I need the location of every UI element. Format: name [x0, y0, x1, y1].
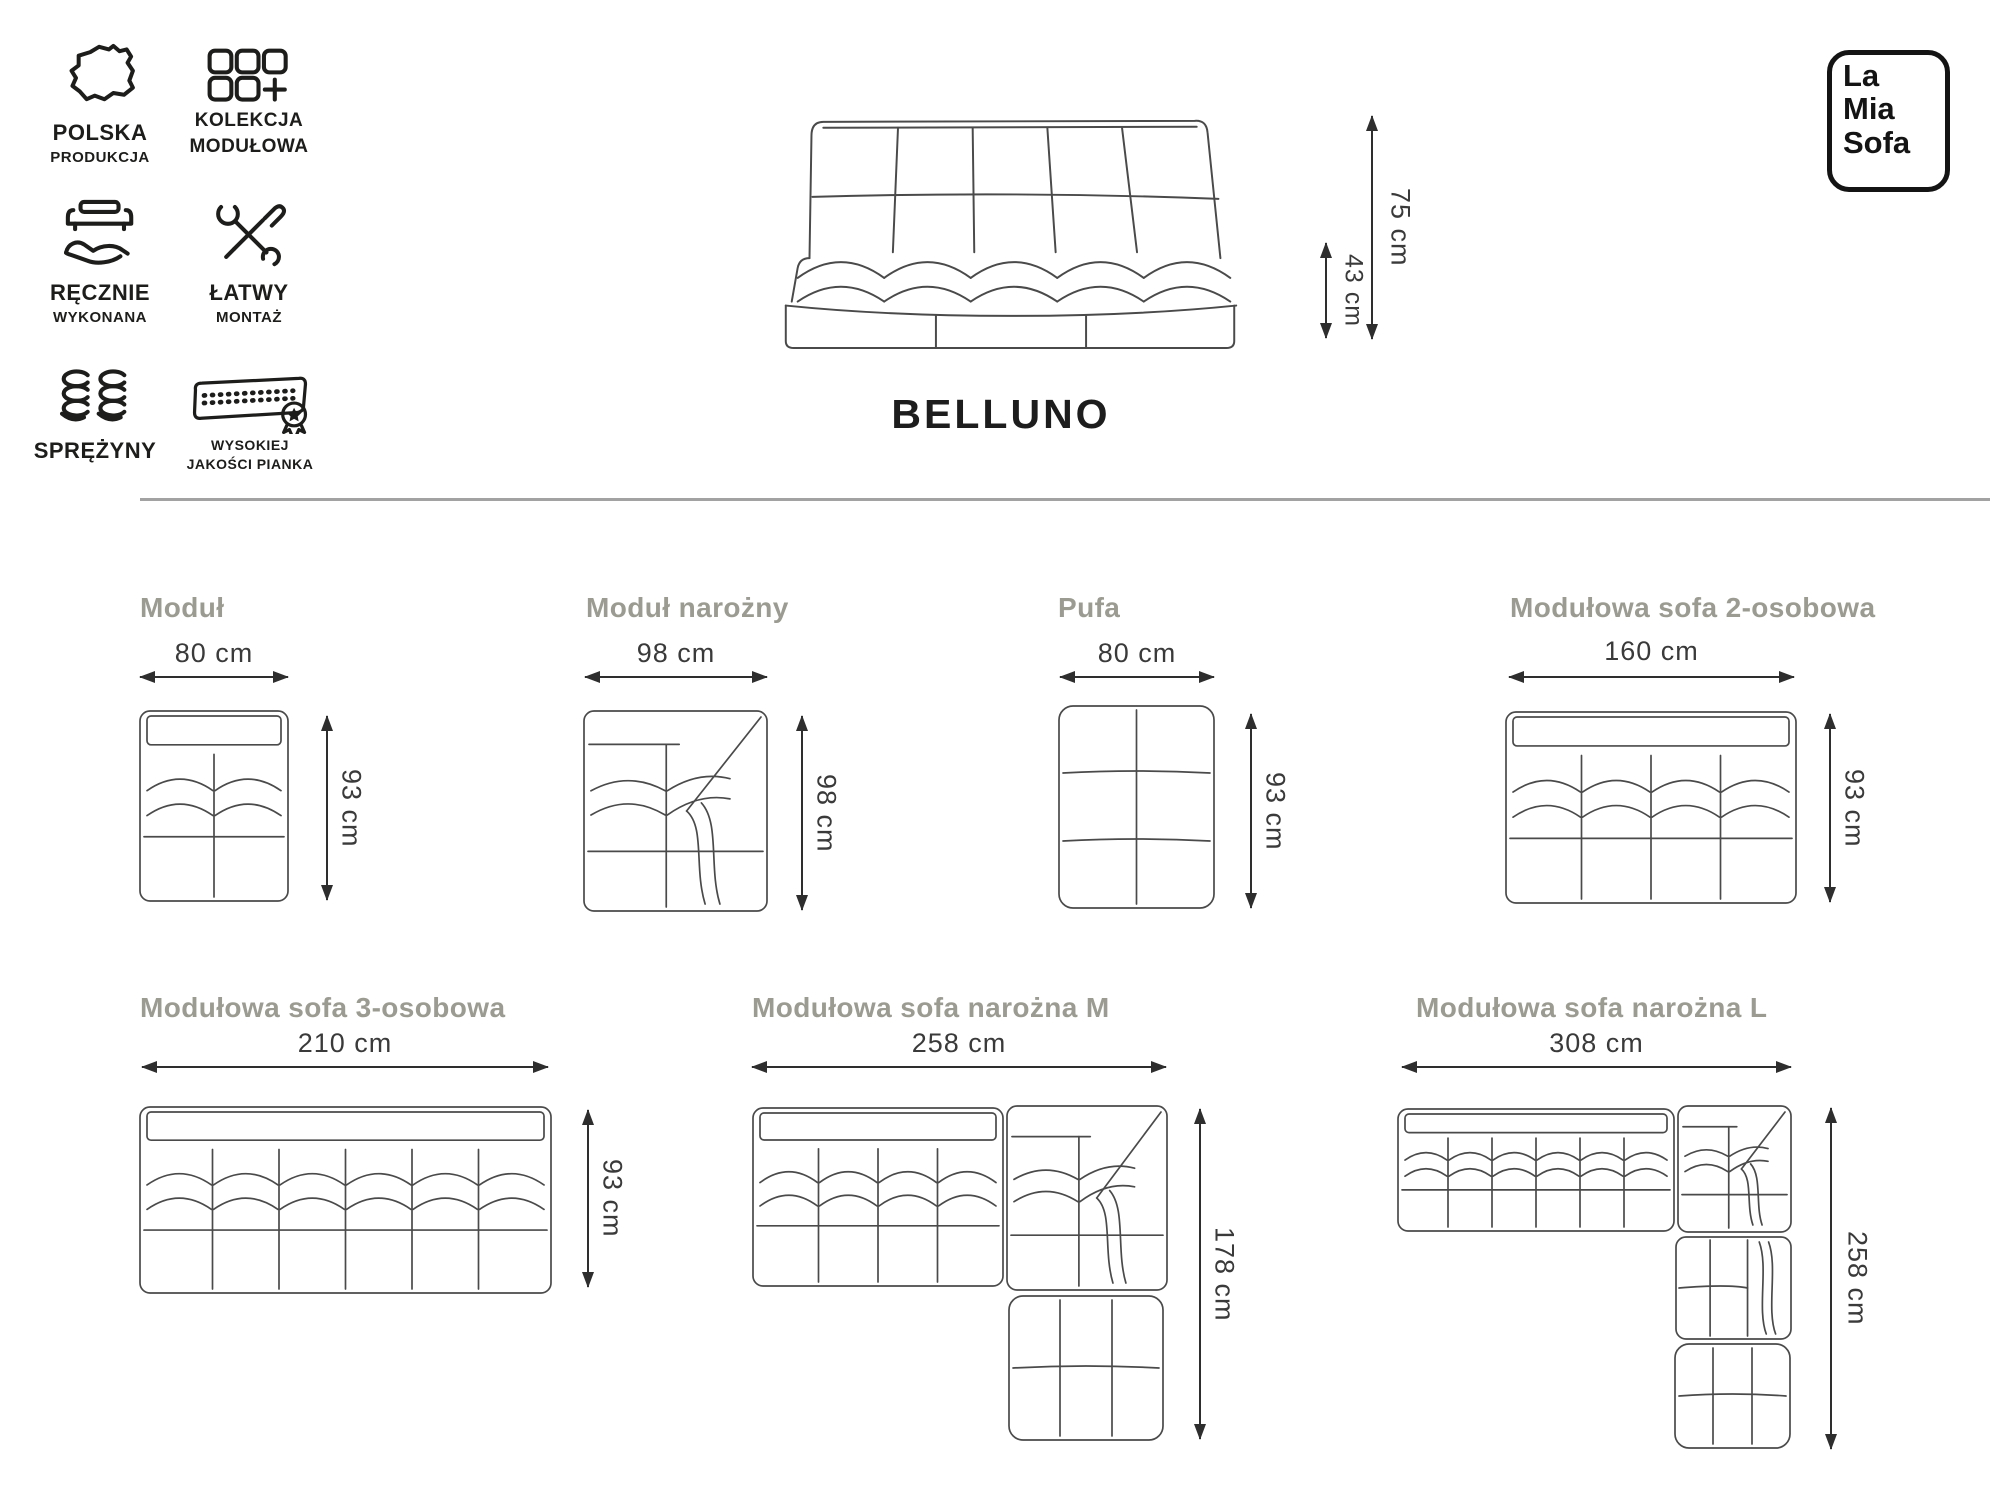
module-height-arrow	[801, 716, 803, 910]
module-height-arrow	[1250, 714, 1252, 908]
brand-logo	[1827, 50, 1950, 192]
module-height-label: 93 cm	[597, 1159, 628, 1238]
brand-logo-line: La	[1843, 58, 1880, 93]
badge-sprezyny	[20, 366, 170, 467]
module-width-arrow	[1402, 1066, 1791, 1068]
module-height-label: 93 cm	[1260, 771, 1291, 851]
module-height-label: 93 cm	[1839, 768, 1870, 848]
handmade-icon	[57, 196, 143, 274]
module-height-arrow	[1829, 714, 1831, 902]
module-height-label: 258 cm	[1842, 1231, 1873, 1326]
springs-icon	[49, 366, 141, 432]
badge-latwy-montaz	[178, 196, 320, 326]
badge-polska-produkcja	[30, 40, 170, 166]
badge-label: RĘCZNIE	[49, 280, 151, 305]
module-width-arrow	[585, 676, 767, 678]
sofa-front-view-drawing	[722, 108, 1300, 350]
badge-kolekcja-modulowa	[178, 46, 320, 158]
module-width-label: 80 cm	[174, 638, 254, 668]
module-title: Moduł	[140, 592, 225, 623]
module-width-label: 98 cm	[636, 638, 716, 668]
module-height-arrow	[587, 1110, 589, 1287]
module-height-arrow	[1199, 1109, 1201, 1439]
modular-collection-icon	[206, 46, 292, 106]
badge-pianka	[170, 374, 330, 472]
module-width-arrow	[1060, 676, 1214, 678]
module-drawing	[1397, 1105, 1793, 1453]
module-height-arrow	[1830, 1108, 1832, 1449]
module-drawing	[1058, 705, 1215, 909]
module-title: Moduł narożny	[586, 592, 789, 623]
module-height-arrow	[326, 716, 328, 900]
badge-label: ŁATWY	[209, 280, 289, 305]
seat-height-arrow	[1325, 243, 1327, 338]
brand-logo-line: Mia	[1843, 91, 1895, 127]
badge-sublabel: MONTAŻ	[215, 309, 283, 326]
module-height-label: 93 cm	[336, 768, 367, 848]
module-width-arrow	[140, 676, 288, 678]
section-divider	[140, 498, 1990, 501]
module-drawing	[139, 1106, 552, 1294]
module-width-label: 258 cm	[911, 1028, 1007, 1058]
module-title: Modułowa sofa 2-osobowa	[1510, 592, 1876, 623]
module-drawing	[139, 710, 289, 902]
badge-label: WYSOKIEJ	[211, 437, 289, 453]
page-title: BELLUNO	[891, 391, 1111, 437]
badge-label: SPRĘŻYNY	[33, 438, 157, 463]
module-width-arrow	[1509, 676, 1794, 678]
module-height-label: 178 cm	[1209, 1226, 1240, 1322]
badge-recznie-wykonana	[30, 196, 170, 326]
module-drawing	[1505, 711, 1797, 904]
module-width-arrow	[142, 1066, 548, 1068]
foam-quality-icon	[186, 374, 314, 434]
total-height-label: 75 cm	[1385, 188, 1416, 267]
module-title: Pufa	[1058, 592, 1121, 623]
badge-sublabel: JAKOŚCI PIANKA	[186, 456, 314, 472]
module-height-label: 98 cm	[811, 773, 842, 853]
badge-label: KOLEKCJA	[194, 110, 304, 131]
module-drawing	[752, 1105, 1168, 1443]
badge-sublabel: MODUŁOWA	[189, 136, 309, 157]
module-drawing	[583, 710, 768, 912]
easy-assembly-icon	[211, 196, 287, 274]
module-width-label: 80 cm	[1097, 638, 1177, 668]
seat-height-label: 43 cm	[1339, 253, 1368, 328]
poland-map-icon	[60, 40, 140, 114]
badge-label: POLSKA	[52, 120, 148, 145]
module-width-arrow	[752, 1066, 1166, 1068]
badge-sublabel: PRODUKCJA	[50, 149, 150, 166]
total-height-arrow	[1371, 116, 1373, 339]
badge-sublabel: WYKONANA	[53, 309, 147, 326]
module-title: Modułowa sofa 3-osobowa	[140, 992, 506, 1023]
module-width-label: 210 cm	[297, 1028, 393, 1058]
brand-logo-line: Sofa	[1843, 124, 1911, 160]
module-title: Modułowa sofa narożna M	[752, 992, 1110, 1023]
module-width-label: 160 cm	[1604, 636, 1699, 666]
module-title: Modułowa sofa narożna L	[1416, 992, 1768, 1023]
module-width-label: 308 cm	[1549, 1028, 1644, 1058]
